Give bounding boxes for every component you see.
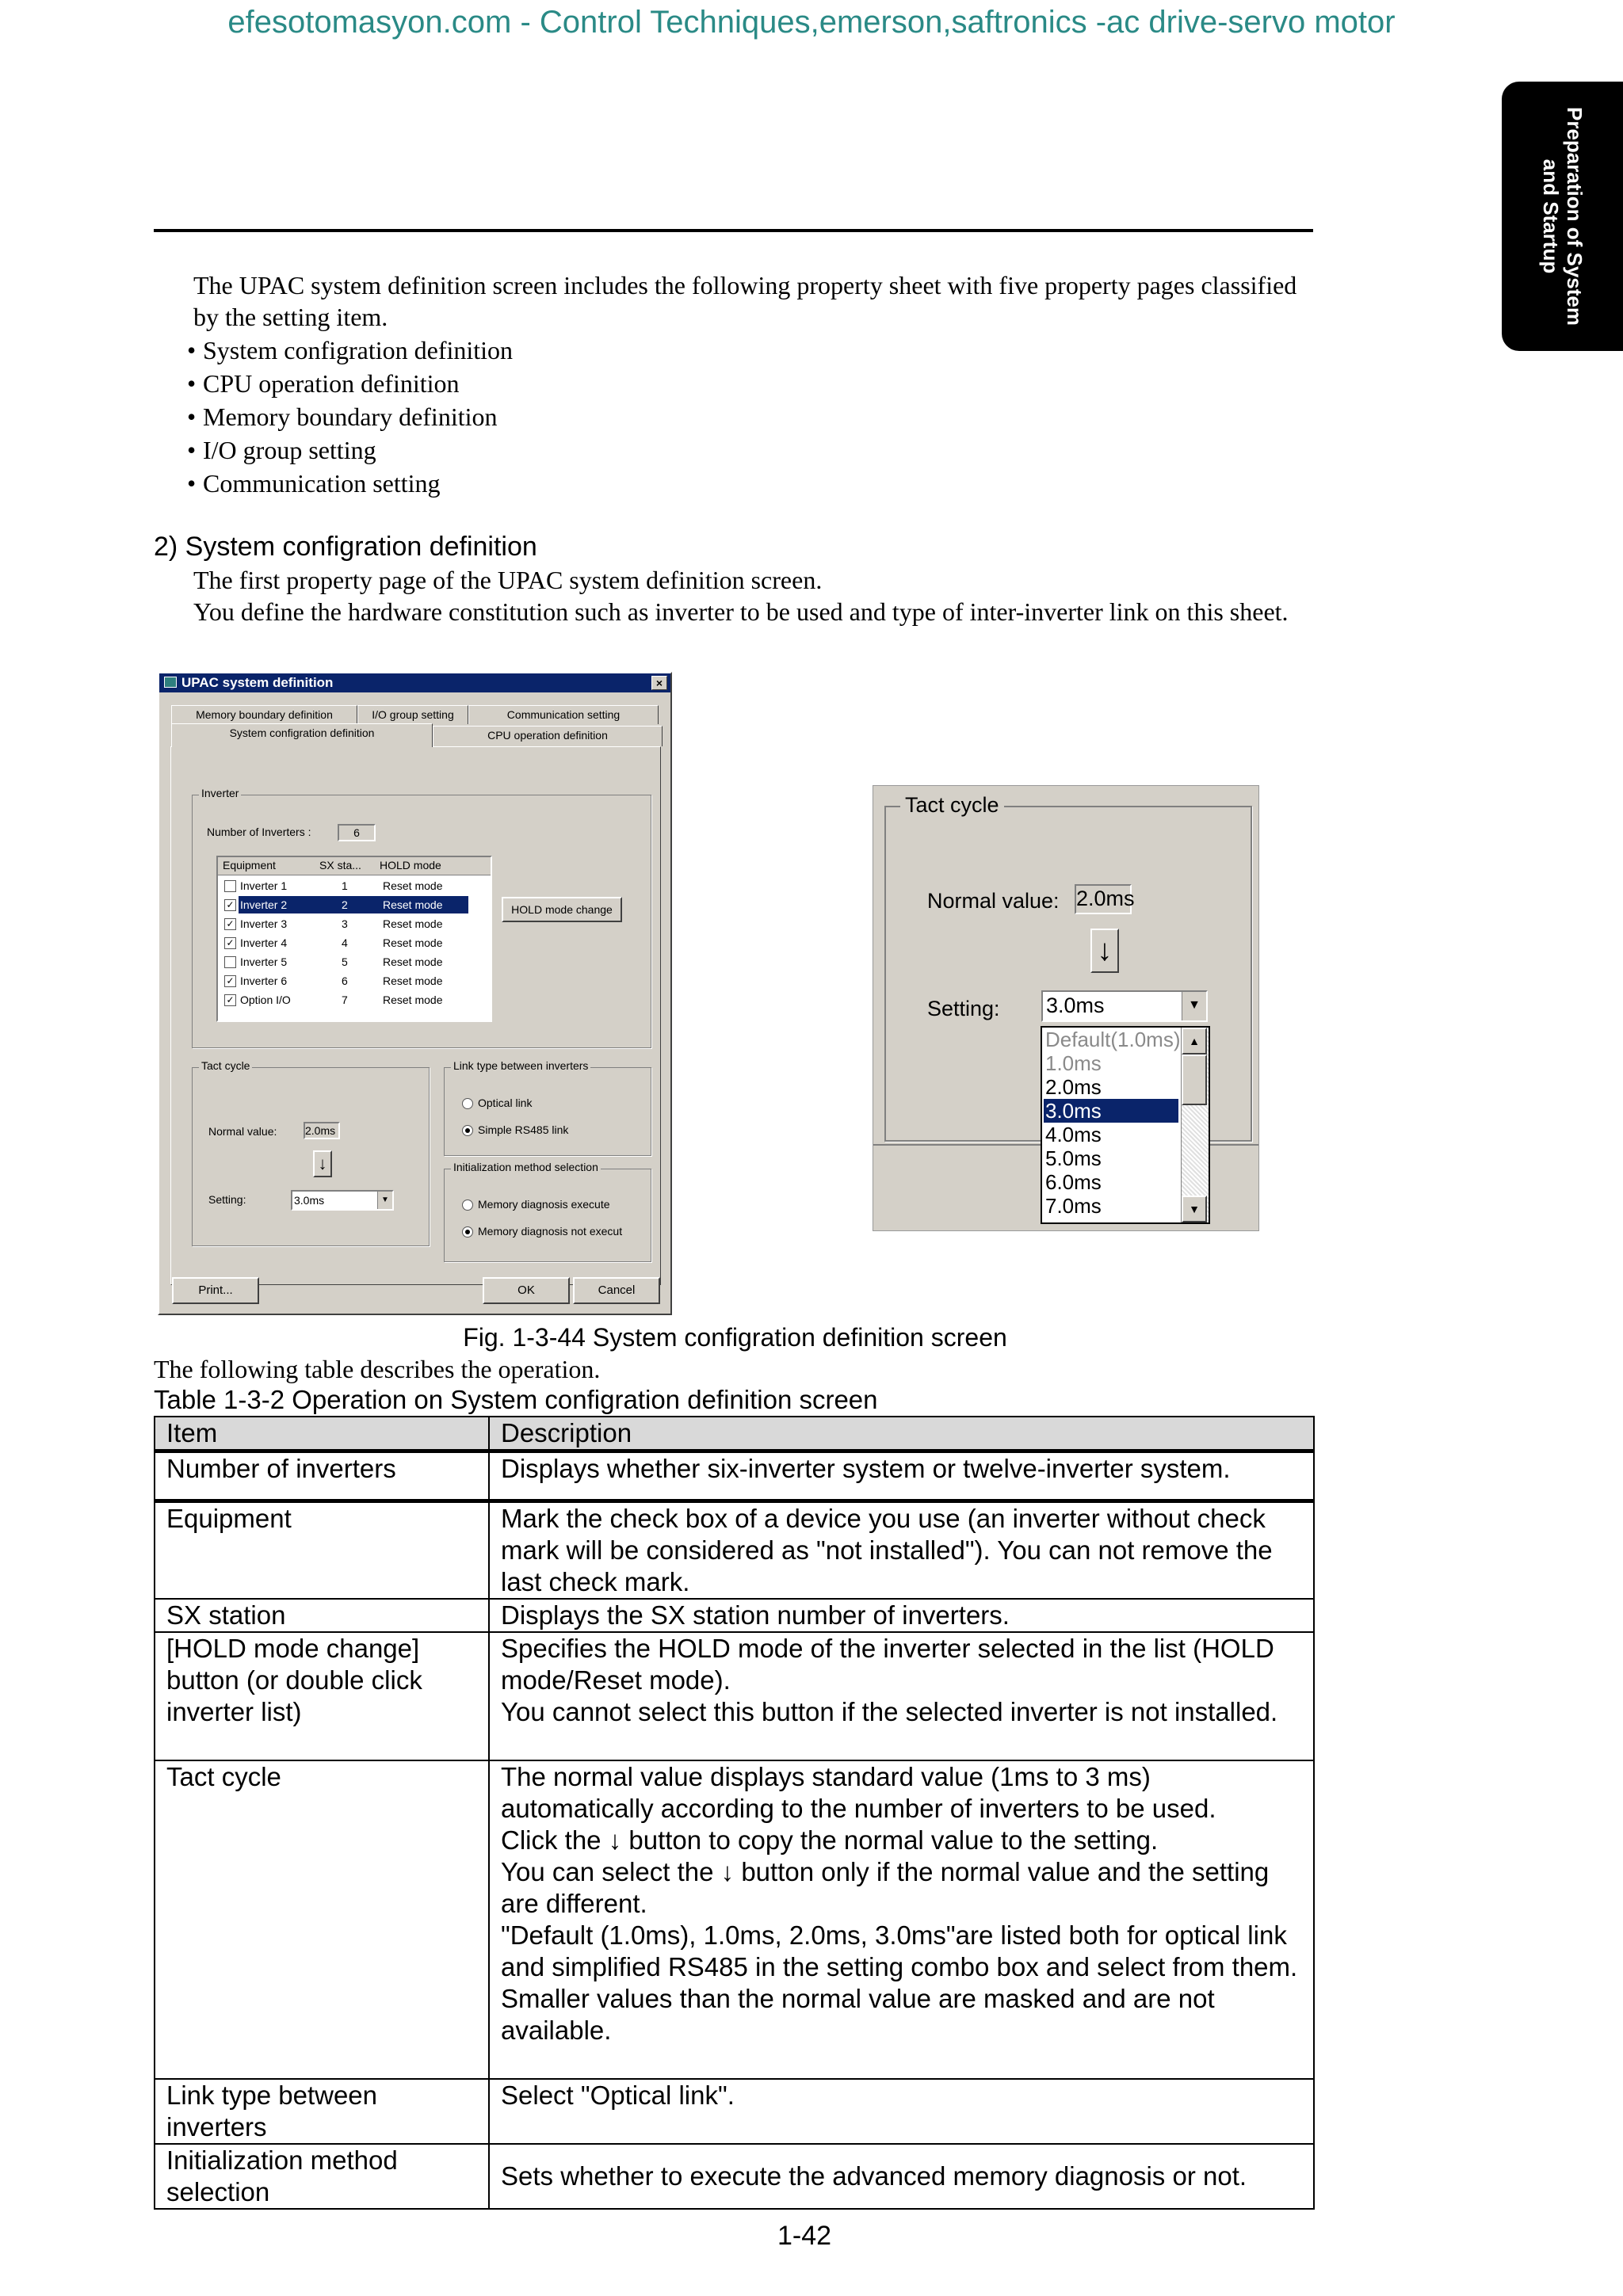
inverter-row[interactable]	[221, 990, 475, 1009]
page-number: 1-42	[777, 2221, 832, 2251]
column-equipment[interactable]: Equipment	[223, 859, 276, 871]
radio-memory-diagnosis-execute[interactable]	[462, 1198, 610, 1211]
bullet-item: • Communication setting	[187, 467, 513, 500]
tact-cycle-group	[192, 1059, 430, 1246]
sx-station: 1	[342, 879, 348, 892]
column-hold-mode[interactable]: HOLD mode	[380, 859, 441, 871]
link-type-group-label: Link type between inverters	[451, 1059, 590, 1072]
intro-bullet-list	[187, 334, 513, 500]
chevron-down-icon[interactable]: ▼	[1182, 992, 1206, 1020]
scrollbar-thumb[interactable]	[1182, 1055, 1207, 1105]
table-row	[155, 2144, 1314, 2209]
close-icon[interactable]: ×	[651, 676, 667, 690]
table-header-row	[155, 1417, 1314, 1451]
table-cell-description: Sets whether to execute the advanced memory diagnosis or not.	[489, 2144, 1314, 2209]
hold-mode: Reset mode	[383, 879, 443, 892]
equipment-checkbox[interactable]	[224, 880, 236, 892]
hold-mode: Reset mode	[383, 994, 443, 1006]
tab-system-configration[interactable]: System configration definition	[171, 723, 433, 747]
sx-station: 3	[342, 917, 348, 930]
table-row	[155, 1451, 1314, 1501]
sx-station: 6	[342, 974, 348, 987]
scroll-up-icon[interactable]: ▲	[1182, 1028, 1207, 1055]
equipment-name: Inverter 5	[240, 955, 288, 968]
tab-communication[interactable]: Communication setting	[468, 705, 659, 724]
tab-page	[170, 746, 661, 1285]
copy-arrow-button[interactable]: ↓	[313, 1150, 332, 1177]
sx-station: 7	[342, 994, 348, 1006]
radio-memory-diagnosis-not-execute[interactable]	[462, 1225, 622, 1238]
dialog-title: UPAC system definition	[181, 675, 334, 690]
equipment-checkbox[interactable]: ✓	[224, 918, 236, 930]
inverter-list-header	[218, 857, 491, 875]
table-cell-item: Number of inverters	[155, 1451, 489, 1501]
equipment-checkbox[interactable]: ✓	[224, 994, 236, 1006]
zoom-setting-value: 3.0ms	[1046, 994, 1105, 1017]
normal-value-label: Normal value:	[208, 1125, 277, 1138]
bullet-item: • System configration definition	[187, 334, 513, 367]
table-row	[155, 1760, 1314, 2079]
radio-label: Memory diagnosis not execut	[478, 1225, 623, 1238]
table-cell-description: Displays whether six-inverter system or twelve-inverter system.	[489, 1451, 1314, 1501]
section-heading: 2) System configration definition	[154, 532, 537, 562]
table-header-item: Item	[155, 1417, 489, 1451]
upac-dialog	[158, 672, 672, 1315]
zoom-group-label: Tact cycle	[900, 793, 1004, 818]
equipment-checkbox[interactable]: ✓	[224, 899, 236, 911]
init-method-group-label: Initialization method selection	[451, 1161, 601, 1173]
hold-mode: Reset mode	[383, 936, 443, 949]
top-divider	[154, 229, 1313, 232]
bullet-item: • CPU operation definition	[187, 367, 513, 400]
equipment-checkbox[interactable]	[224, 956, 236, 968]
ok-button[interactable]: OK	[483, 1277, 570, 1304]
equipment-name: Option I/O	[240, 994, 291, 1006]
table-cell-description: The normal value displays standard value (1ms to 3 ms) automatically according to the number of inverters to be used. Click the ↓ button to copy the normal value to the setting. You can select the ↓ button only if the normal value and the setting are different. "Default (1.0ms), 1.0ms, 2.0ms, 3.0ms"are listed both for optical link and simplified RS485 in the setting combo box and select from them. Smaller values than the normal value are masked and are not available.	[489, 1760, 1314, 2079]
dropdown-option[interactable]: 2.0ms	[1045, 1075, 1102, 1099]
equipment-name: Inverter 1	[240, 879, 288, 892]
sx-station: 5	[342, 955, 348, 968]
table-row	[155, 2079, 1314, 2144]
table-cell-item: Equipment	[155, 1501, 489, 1600]
normal-value-display: 2.0ms	[304, 1122, 340, 1139]
inverter-list[interactable]	[216, 856, 492, 1022]
inverter-row[interactable]	[221, 933, 475, 952]
print-button[interactable]: Print...	[172, 1277, 259, 1304]
radio-simple-rs485-link[interactable]	[462, 1123, 568, 1136]
radio-icon[interactable]	[462, 1199, 473, 1211]
dropdown-option-masked: Default(1.0ms)	[1045, 1028, 1181, 1051]
inverter-row-selected[interactable]	[221, 895, 475, 914]
table-cell-item: Tact cycle	[155, 1760, 489, 2079]
radio-label: Simple RS485 link	[478, 1123, 569, 1136]
equipment-checkbox[interactable]: ✓	[224, 975, 236, 987]
number-of-inverters-value: 6	[338, 824, 376, 841]
column-sx-station[interactable]: SX sta...	[319, 859, 361, 871]
table-cell-description: Displays the SX station number of inverters.	[489, 1599, 1314, 1632]
tab-io-group[interactable]: I/O group setting	[357, 705, 468, 724]
hold-mode: Reset mode	[383, 974, 443, 987]
equipment-name: Inverter 3	[240, 917, 288, 930]
link-type-group	[444, 1059, 651, 1156]
setting-combo-value: 3.0ms	[294, 1194, 325, 1207]
header-link[interactable]: efesotomasyon.com - Control Techniques,emerson,saftronics -ac drive-servo motor	[227, 5, 1396, 40]
radio-label: Memory diagnosis execute	[478, 1198, 610, 1211]
tact-cycle-zoom	[873, 785, 1259, 1231]
inverter-group-label: Inverter	[199, 787, 241, 799]
radio-optical-link[interactable]	[462, 1097, 532, 1109]
table-intro: The following table describes the operation.	[154, 1355, 601, 1383]
figure-caption: Fig. 1-3-44 System configration definition screen	[463, 1323, 1007, 1352]
zoom-setting-label: Setting:	[927, 997, 1000, 1020]
sx-station: 2	[342, 898, 348, 911]
table-cell-item: SX station	[155, 1599, 489, 1632]
table-cell-item: Initialization method selection	[155, 2144, 489, 2209]
tact-cycle-group-label: Tact cycle	[199, 1059, 252, 1072]
radio-label: Optical link	[478, 1097, 533, 1109]
intro-paragraph: The UPAC system definition screen includes the following property sheet with five property pages classified by the setting item.	[193, 271, 1297, 331]
scroll-down-icon[interactable]: ▼	[1182, 1196, 1207, 1222]
table-row	[155, 1632, 1314, 1760]
inverter-row[interactable]	[221, 876, 475, 895]
radio-icon[interactable]	[462, 1098, 473, 1109]
inverter-row[interactable]	[221, 914, 475, 933]
table-cell-description: Mark the check box of a device you use (an inverter without check mark will be considered as "not installed"). You can not remove the last check mark.	[489, 1501, 1314, 1600]
table-cell-item: [HOLD mode change] button (or double click inverter list)	[155, 1632, 489, 1760]
side-tab-line2: and Startup	[1538, 158, 1563, 274]
equipment-name: Inverter 4	[240, 936, 288, 949]
setting-label: Setting:	[208, 1193, 246, 1206]
zoom-normal-value: 2.0ms	[1075, 884, 1132, 914]
equipment-name: Inverter 6	[240, 974, 288, 987]
equipment-checkbox[interactable]: ✓	[224, 937, 236, 949]
dropdown-option[interactable]: 7.0ms	[1045, 1194, 1102, 1218]
tab-cpu-operation[interactable]: CPU operation definition	[433, 726, 663, 746]
dropdown-option-masked: 1.0ms	[1045, 1051, 1102, 1075]
table-row	[155, 1599, 1314, 1632]
dropdown-scrollbar[interactable]	[1181, 1028, 1209, 1222]
bullet-item: • I/O group setting	[187, 433, 513, 467]
table-cell-description: Select "Optical link".	[489, 2079, 1314, 2144]
dialog-titlebar	[159, 673, 670, 692]
dropdown-option[interactable]: 5.0ms	[1045, 1146, 1102, 1170]
operation-table	[154, 1416, 1315, 2210]
tab-memory-boundary[interactable]: Memory boundary definition	[171, 705, 357, 724]
hold-mode-change-button[interactable]: HOLD mode change	[502, 897, 622, 922]
dropdown-option[interactable]: 4.0ms	[1045, 1123, 1102, 1146]
radio-icon-selected[interactable]	[462, 1125, 473, 1136]
zoom-normal-value-label: Normal value:	[927, 889, 1060, 913]
table-header-description: Description	[489, 1417, 1314, 1451]
cancel-button[interactable]: Cancel	[573, 1277, 660, 1304]
dropdown-option-selected[interactable]: 3.0ms	[1044, 1099, 1178, 1123]
radio-icon-selected[interactable]	[462, 1226, 473, 1238]
inverter-group	[192, 787, 651, 1048]
hold-mode: Reset mode	[383, 917, 443, 930]
side-tab-line1: Preparation of System	[1562, 107, 1587, 326]
sx-station: 4	[342, 936, 348, 949]
zoom-dropdown-list[interactable]	[1041, 1026, 1210, 1224]
dropdown-option[interactable]: 6.0ms	[1045, 1170, 1102, 1194]
table-cell-item: Link type between inverters	[155, 2079, 489, 2144]
zoom-setting-combo[interactable]	[1041, 990, 1208, 1022]
table-row	[155, 1501, 1314, 1600]
chevron-down-icon[interactable]: ▼	[377, 1192, 392, 1209]
number-of-inverters-label: Number of Inverters :	[207, 826, 311, 838]
inverter-row[interactable]	[221, 952, 475, 971]
hold-mode: Reset mode	[383, 898, 443, 911]
table-caption: Table 1-3-2 Operation on System configration definition screen	[154, 1385, 878, 1414]
table-cell-description: Specifies the HOLD mode of the inverter selected in the list (HOLD mode/Reset mode). You cannot select this button if the selected inverter is not installed.	[489, 1632, 1314, 1760]
section-line1: The first property page of the UPAC system definition screen.	[193, 566, 823, 594]
equipment-name: Inverter 2	[240, 898, 288, 911]
hold-mode: Reset mode	[383, 955, 443, 968]
section-side-tab	[1502, 82, 1623, 351]
section-line2: You define the hardware constitution such as inverter to be used and type of inter-inverter link on this sheet.	[193, 597, 1289, 626]
app-icon	[164, 677, 177, 688]
inverter-row[interactable]	[221, 971, 475, 990]
bullet-item: • Memory boundary definition	[187, 400, 513, 433]
zoom-copy-arrow-button[interactable]: ↓	[1090, 929, 1119, 973]
init-method-group	[444, 1161, 651, 1262]
setting-combo[interactable]	[291, 1190, 394, 1211]
